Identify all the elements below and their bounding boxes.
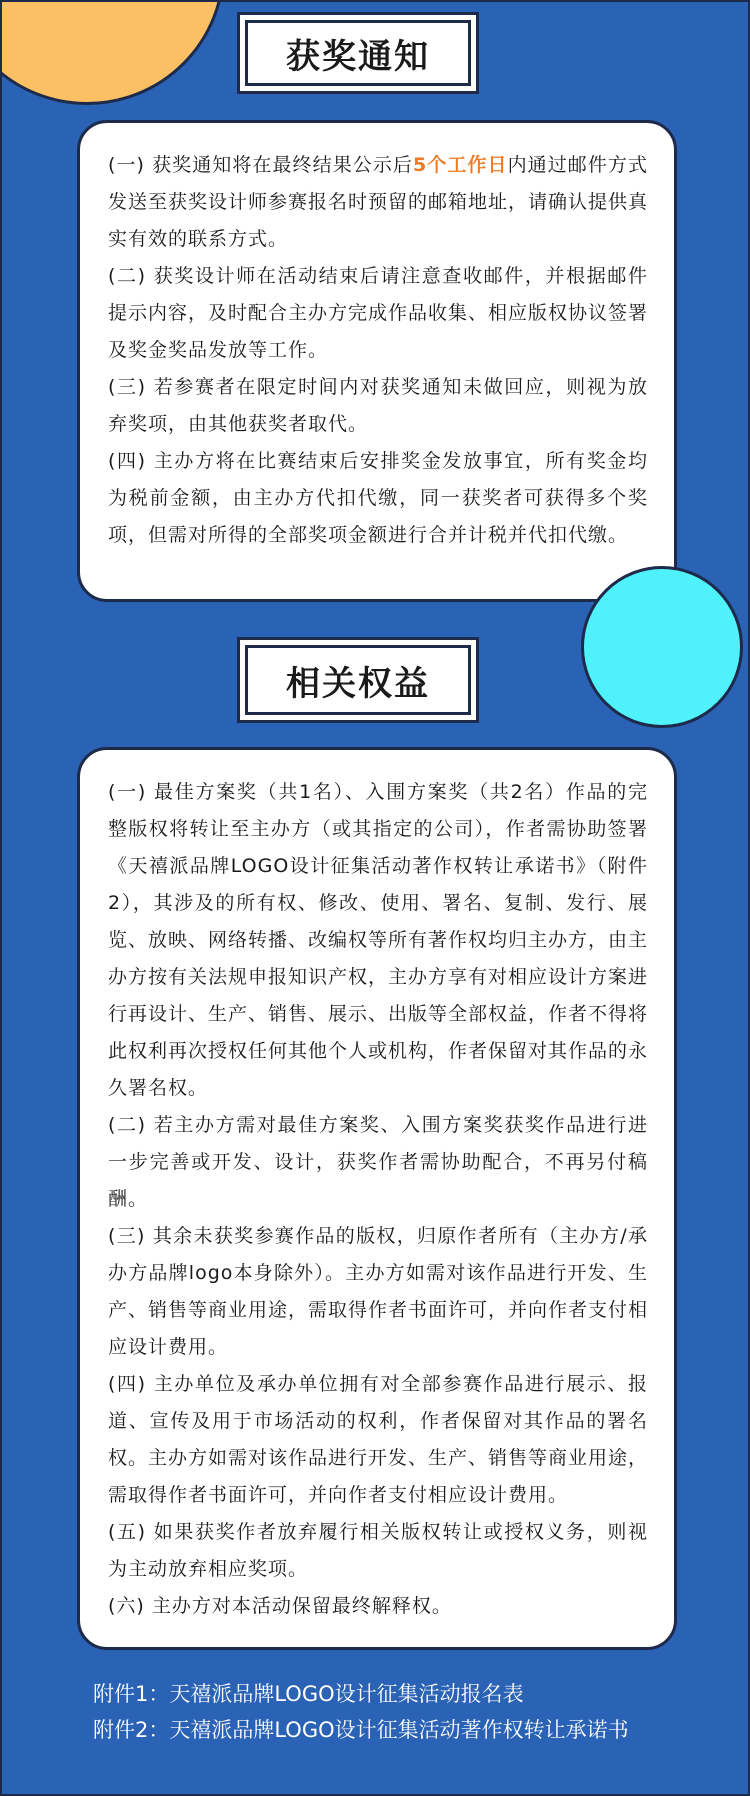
rights-paragraph-5: (五) 如果获奖作者放弃履行相关版权转让或授权义务，则视为主动放弃相应奖项。 [108,1521,648,1580]
paragraph-1-text-before: (一) 获奖通知将在最终结果公示后 [108,154,413,176]
award-notice-paragraph-3: (三) 若参赛者在限定时间内对获奖通知未做回应，则视为放弃奖项，由其他获奖者取代。 [108,376,648,435]
rights-paragraph-1: (一) 最佳方案奖（共1名）、入围方案奖（共2名）作品的完整版权将转让至主办方（或其指定的公司），作者需协助签署《天禧派品牌LOGO设计征集活动著作权转让承诺书》（附件2），其涉及的所有权、修改、使用、署名、复制、发行、展览、放映、网络转播、改编权等所有著作权均归主办方，由主办方按有关法规申报知识产权，主办方享有对相应设计方案进行再设计、生产、销售、展示、出版等全部权益，作者不得将此权利再次授权任何其他个人或机构，作者保留对其作品的永久署名权。 [108,781,649,1099]
award-notice-card [77,120,677,602]
decorative-orange-circle [0,0,225,105]
rights-paragraph-4: (四) 主办单位及承办单位拥有对全部参赛作品进行展示、报道、宣传及用于市场活动的权利，作者保留对其作品的署名权。主办方如需对该作品进行开发、生产、销售等商业用途，需取得作者书面许可，并向作者支付相应设计费用。 [108,1373,649,1506]
section-title-award-notice: 获奖通知 [245,20,471,86]
decorative-cyan-circle [581,566,743,728]
award-notice-paragraph-2: (二) 获奖设计师在活动结束后请注意查收邮件，并根据邮件提示内容，及时配合主办方完成作品收集、相应版权协议签署及奖金奖品发放等工作。 [108,265,649,361]
attachment-2-copyright-transfer-letter[interactable]: 附件2：天禧派品牌LOGO设计征集活动著作权转让承诺书 [93,1718,629,1742]
attachments-list [93,1676,733,1748]
rights-paragraph-6: (六) 主办方对本活动保留最终解释权。 [108,1595,452,1617]
section-title-related-rights: 相关权益 [245,645,471,715]
award-notice-paragraph-1 [108,147,648,258]
paragraph-1-text-after: 内通过邮件方式发送至获奖设计师参赛报名时预留的邮箱地址，请确认提供真实有效的联系方式。 [108,154,649,250]
five-working-days-highlight: 5个工作日 [412,154,508,176]
related-rights-card [77,747,677,1650]
attachment-1-registration-form[interactable]: 附件1：天禧派品牌LOGO设计征集活动报名表 [93,1682,524,1706]
rights-paragraph-2: (二) 若主办方需对最佳方案奖、入围方案奖获奖作品进行进一步完善或开发、设计，获奖作者需协助配合，不再另付稿酬。 [108,1114,648,1210]
rights-paragraph-3: (三) 其余未获奖参赛作品的版权，归原作者所有（主办方/承办方品牌logo本身除外）。主办方如需对该作品进行开发、生产、销售等商业用途，需取得作者书面许可，并向作者支付相应设计费用。 [108,1225,649,1358]
award-notice-paragraph-4: (四) 主办方将在比赛结束后安排奖金发放事宜，所有奖金均为税前金额，由主办方代扣代缴，同一获奖者可获得多个奖项，但需对所得的全部奖项金额进行合并计税并代扣代缴。 [108,450,648,546]
